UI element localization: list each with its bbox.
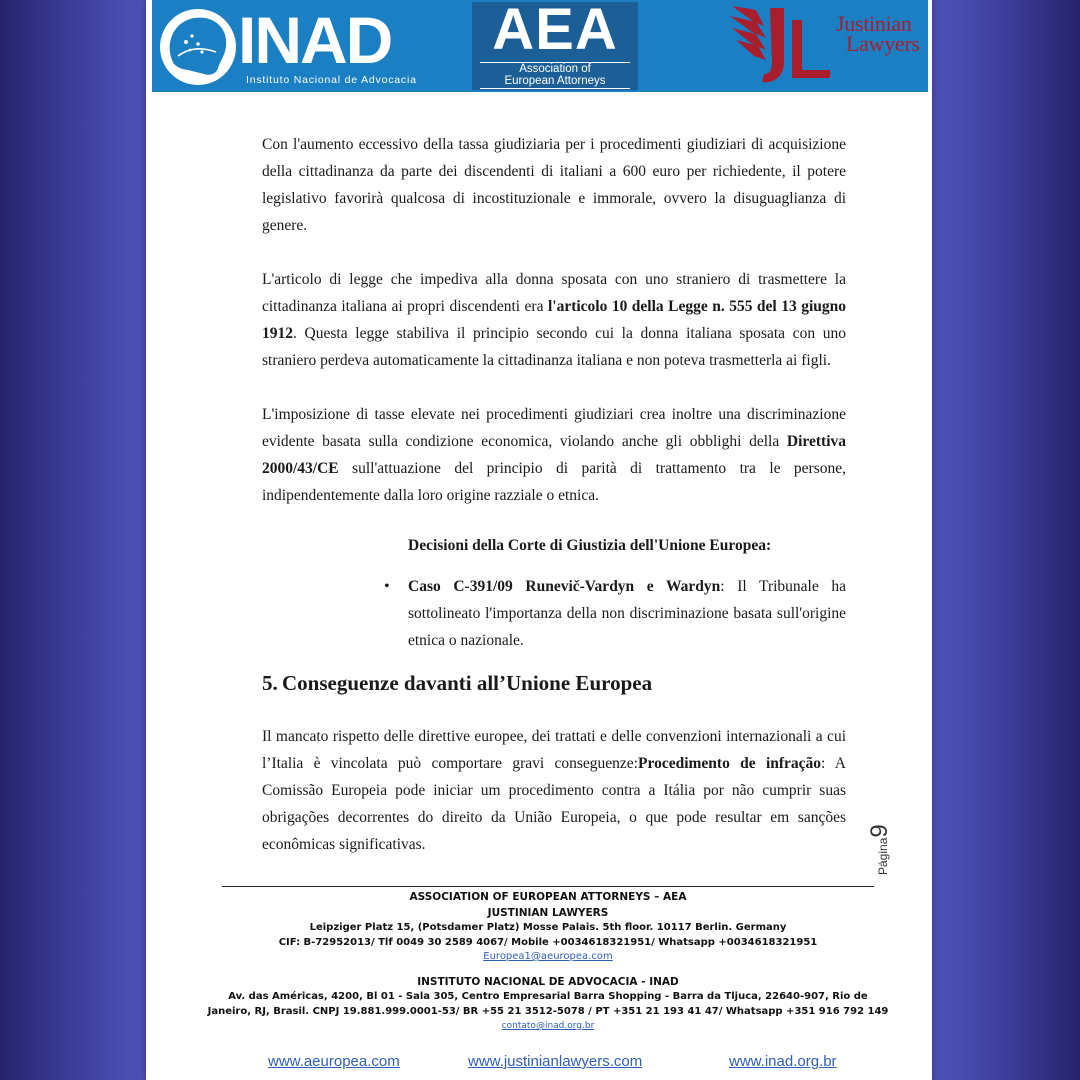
court-decisions-heading: Decisioni della Corte di Giustizia dell'Unione Europea: [408,537,772,554]
footer-aea-email-link[interactable]: Europea1@aeuropea.com [483,951,613,962]
footer-inad-address: Av. das Américas, 4200, Bl 01 - Sala 305, Centro Empresarial Barra Shopping - Barra da Tljuca, 22640-907, Rio de Janeiro, RJ, Brasil. CNPJ 19.881.999.0001-53/ BR +55 21 3512-5078 / PT +351 21 193 41 47/ Whatsapp +351 916 792 149 [207,991,889,1017]
page-label: Página [876,837,890,875]
paragraph-text: L'imposizione di tasse elevate nei procedimenti giudiziari crea inoltre una discriminazione evidente basata sulla condizione economica, violando anche gli obblighi della [262,406,846,450]
inad-website-link[interactable]: www.inad.org.br [729,1053,837,1070]
footer-website-links [146,1053,932,1073]
section-title-text: Conseguenze davanti all’Unione Europea [282,671,653,695]
lawyers-word: Lawyers [846,31,920,56]
footer-jl-title: JUSTINIAN LAWYERS [487,906,609,919]
aea-logo-word: AEA [492,0,618,62]
justinian-lawyers-logo [726,0,926,90]
inad-logo-subtitle: Instituto Nacional de Advocacia [246,74,417,86]
document-page [146,0,932,1080]
winged-jl-monogram-icon [726,0,836,90]
inad-logo [154,3,426,88]
paragraph-text: L'articolo di legge che impediva alla donna sposata con uno straniero di trasmettere la cittadinanza italiana ai propri discendenti era [262,271,846,315]
aea-logo-rule-bottom [480,88,630,89]
document-body [262,131,846,885]
paragraph-law-555 [262,266,846,374]
aeuropea-website-link[interactable]: www.aeuropea.com [268,1053,400,1070]
directive-reference-bold: Direttiva 2000/43/CE [262,433,846,477]
case-text: : Il Tribunale ha sottolineato l'importanza della non discriminazione basata sull'origine etnica o nazionale. [408,578,846,649]
paragraph-text: Il mancato rispetto delle direttive europee, dei trattati e delle convenzioni internazionali a cui l’Italia è vincolata può comportare gravi conseguenze: [262,728,846,772]
justinian-lawyers-text [836,11,920,56]
bullet-icon: • [384,578,390,595]
paragraph-directive [262,401,846,509]
justinianlawyers-website-link[interactable]: www.justinianlawyers.com [468,1053,643,1070]
inad-logo-word: INAD [238,3,392,77]
footer-aea-title: ASSOCIATION OF EUROPEAN ATTORNEYS – AEA [409,891,687,903]
aea-logo-subtitle-2: European Attorneys [504,75,606,87]
paragraph-tax-increase [262,131,846,239]
footer [206,890,890,1034]
page-number-rotated [866,811,893,875]
paragraph-consequences [262,723,846,858]
header-banner [152,0,928,92]
section-heading [262,668,846,698]
page-number [866,812,893,875]
paragraph-text: Con l'aumento eccessivo della tassa giudiziaria per i procedimenti giudiziari di acquisizione della cittadinanza da parte dei discendenti di italiani a 600 euro per richiedente, il potere legislativo favorirà qualcosa di incostituzionale e immorale, ovvero la disuguaglianza di genere. [262,136,846,234]
footer-divider [222,886,874,887]
paragraph-text: sull'attuazione del principio di parità di trattamento tra le persone, indipendentemente dalla loro origine razziale o etnica. [262,460,846,504]
footer-aea-address: Leipziger Platz 15, (Potsdamer Platz) Mosse Palais. 5th floor. 10117 Berlin. Germany [309,922,787,933]
footer-aea-contact: CIF: B-72952013/ Tlf 0049 30 2589 4067/ Mobile +0034618321951/ Whatsapp +0034618321951 [278,936,818,948]
paragraph-text: . Questa legge stabiliva il principio secondo cui la donna italiana sposata con uno straniero perdeva automaticamente la cittadinanza italiana e non poteva trasmetterla ai figli. [262,325,846,369]
case-list-item [384,573,846,654]
law-reference-bold: l'articolo 10 della Legge n. 555 del 13 giugno 1912 [262,298,846,342]
justinian-word: Justinian [836,11,912,36]
section-number: 5. [262,671,278,695]
case-name-bold: Caso C-391/09 Runevič-Vardyn e Wardyn [408,578,721,595]
aea-logo-subtitle-1: Association of [519,63,591,75]
infraction-term-bold: Procedimento de infração [638,755,822,772]
paragraph-text: : A Comissão Europeia pode iniciar um procedimento contra a Itália por não cumprir suas obrigações decorrentes do direito da União Europeia, o que pode resultar em sanções econômicas significativas. [262,755,846,853]
footer-spacer [206,965,890,975]
footer-inad-title: INSTITUTO NACIONAL DE ADVOCACIA - INAD [417,975,679,988]
page-number-value: 9 [866,824,893,838]
aea-logo [472,2,638,90]
footer-inad-email-link[interactable]: contato@inad.org.br [501,1021,595,1031]
inad-head-emblem-icon [154,6,242,88]
